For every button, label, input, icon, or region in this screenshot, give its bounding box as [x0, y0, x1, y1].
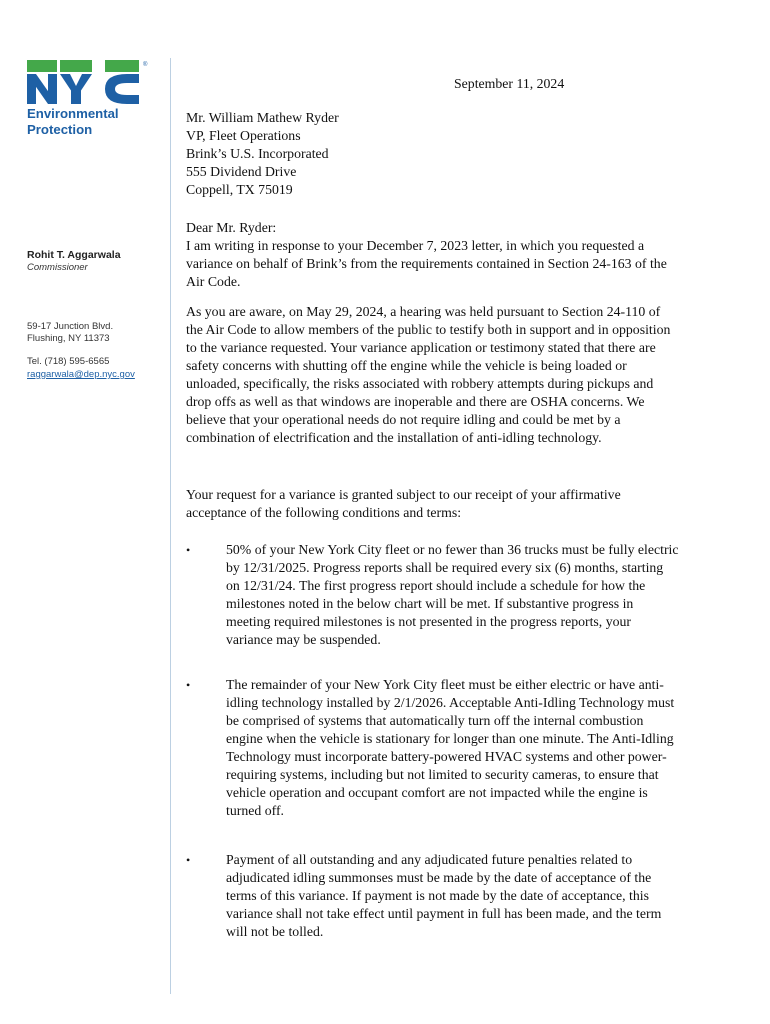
address-line-1: 59-17 Junction Blvd.: [27, 321, 114, 332]
condition-text: Payment of all outstanding and any adjudicated future penalties related to adjudicated idling summonses must be made by the date of acceptance of the terms of this variance. If payment is not made by the date of acceptance, this variance shall not take effect until payment in full has been made, and the term will not be tolled.: [226, 852, 662, 939]
address-line-2: Flushing, NY 11373: [27, 333, 110, 344]
addressee-line: Coppell, TX 75019: [186, 182, 293, 197]
office-address: [27, 321, 113, 345]
agency-line-1: Environmental: [27, 106, 119, 121]
condition-text: 50% of your New York City fleet or no fewer than 36 trucks must be fully electric by 12/31/2025. Progress reports shall be required every six (6) months, starting on 12/31/24. The first progress report should include a schedule for how the milestones noted in the below chart will be met. If substantive progress in meeting required milestones is not presented in the progress reports, your variance may be suspended.: [226, 542, 679, 647]
salutation: Dear Mr. Ryder:: [186, 220, 277, 235]
commissioner-title: Commissioner: [27, 262, 88, 273]
agency-name: [27, 106, 167, 138]
addressee-line: Mr. William Mathew Ryder: [186, 110, 339, 125]
condition-text: The remainder of your New York City fleet must be either electric or have anti-idling technology installed by 2/1/2026. Acceptable Anti-Idling Technology must be comprised of systems that automatically turn off the internal combustion engine when the vehicle is stationary for longer than one minute. The Anti-Idling Technology must incorporate battery-powered HVAC systems and other power-requiring systems, including but not limited to security cameras, to ensure that vehicle operation and occupant comfort are not impacted while the engine is turned off.: [226, 677, 675, 818]
letterhead-sidebar: [27, 58, 167, 380]
bullet-marker: •: [186, 678, 191, 692]
addressee-line: VP, Fleet Operations: [186, 128, 301, 143]
nyc-logo: [27, 58, 151, 104]
addressee-line: Brink’s U.S. Incorporated: [186, 146, 329, 161]
addressee-block: [186, 109, 339, 199]
commissioner-name: Rohit T. Aggarwala: [27, 249, 121, 261]
sidebar-divider: [170, 58, 171, 994]
paragraph-request: I am writing in response to your December 7, 2023 letter, in which you requested a variance on behalf of Brink’s from the requirements contained in Section 24-163 of the Air Code.: [186, 238, 667, 289]
agency-line-2: Protection: [27, 122, 93, 137]
paragraph-hearing: As you are aware, on May 29, 2024, a hearing was held pursuant to Section 24-110 of the Air Code to allow members of the public to testify both in support and in opposition to the variance requested. Your variance application or testimony stated that there are safety concerns with shutting off the engine while the vehicle is being loaded or unloaded, specifically, the risks associated with robbery attempts during pickups and drop offs as well as that windows are inoperable and there are OSHA concerns. We believe that your operational needs do not require idling and could be met by a combination of electrification and the installation of anti-idling technology.: [186, 304, 671, 445]
addressee-line: 555 Dividend Drive: [186, 164, 297, 179]
bullet-marker: •: [186, 543, 191, 557]
phone-number: Tel. (718) 595-6565: [27, 356, 110, 367]
email-link[interactable]: raggarwala@dep.nyc.gov: [27, 369, 135, 380]
svg-text:®: ®: [143, 62, 148, 68]
bullet-marker: •: [186, 853, 191, 867]
letter-date: September 11, 2024: [454, 76, 565, 91]
paragraph-grant: Your request for a variance is granted subject to our receipt of your affirmative acceptance of the following conditions and terms:: [186, 487, 621, 520]
